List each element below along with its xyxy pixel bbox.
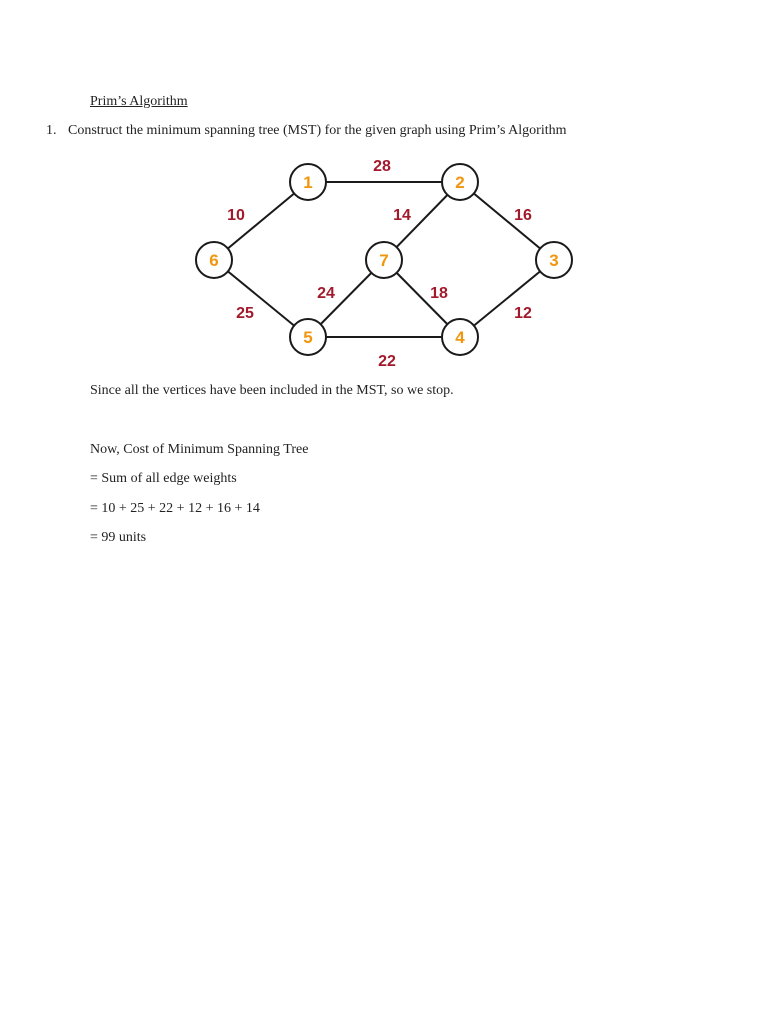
node-label: 6	[209, 251, 219, 270]
node-2	[442, 164, 478, 200]
question-text: Construct the minimum spanning tree (MST) for the given graph using Prim’s Algorithm	[68, 123, 567, 138]
document-heading: Prim’s Algorithm	[90, 94, 188, 109]
node-3	[536, 242, 572, 278]
weight-2-3: 16	[514, 207, 532, 224]
node-1	[290, 164, 326, 200]
node-label: 3	[549, 251, 559, 270]
node-7	[366, 242, 402, 278]
weight-1-6: 10	[227, 207, 245, 224]
nodes	[196, 164, 572, 355]
node-label: 2	[455, 173, 465, 192]
node-label: 7	[379, 251, 389, 270]
node-label: 5	[303, 328, 313, 347]
weight-2-7: 14	[393, 207, 411, 224]
node-label: 1	[303, 173, 313, 192]
weight-7-5: 24	[317, 285, 335, 302]
cost-sum: = 10 + 25 + 22 + 12 + 16 + 14	[90, 501, 260, 516]
node-6	[196, 242, 232, 278]
node-5	[290, 319, 326, 355]
weight-1-2: 28	[373, 158, 391, 175]
cost-heading: Now, Cost of Minimum Spanning Tree	[90, 442, 309, 457]
cost-result: = 99 units	[90, 530, 147, 545]
cost-formula: = Sum of all edge weights	[90, 471, 237, 486]
weight-5-4: 22	[378, 353, 396, 370]
conclusion-text: Since all the vertices have been included in the MST, so we stop.	[90, 383, 454, 398]
graph-diagram	[0, 0, 768, 380]
weight-6-5: 25	[236, 305, 254, 322]
node-label: 4	[455, 328, 465, 347]
weight-3-4: 12	[514, 305, 532, 322]
question-number: 1.	[46, 123, 57, 138]
weight-7-4: 18	[430, 285, 448, 302]
node-4	[442, 319, 478, 355]
